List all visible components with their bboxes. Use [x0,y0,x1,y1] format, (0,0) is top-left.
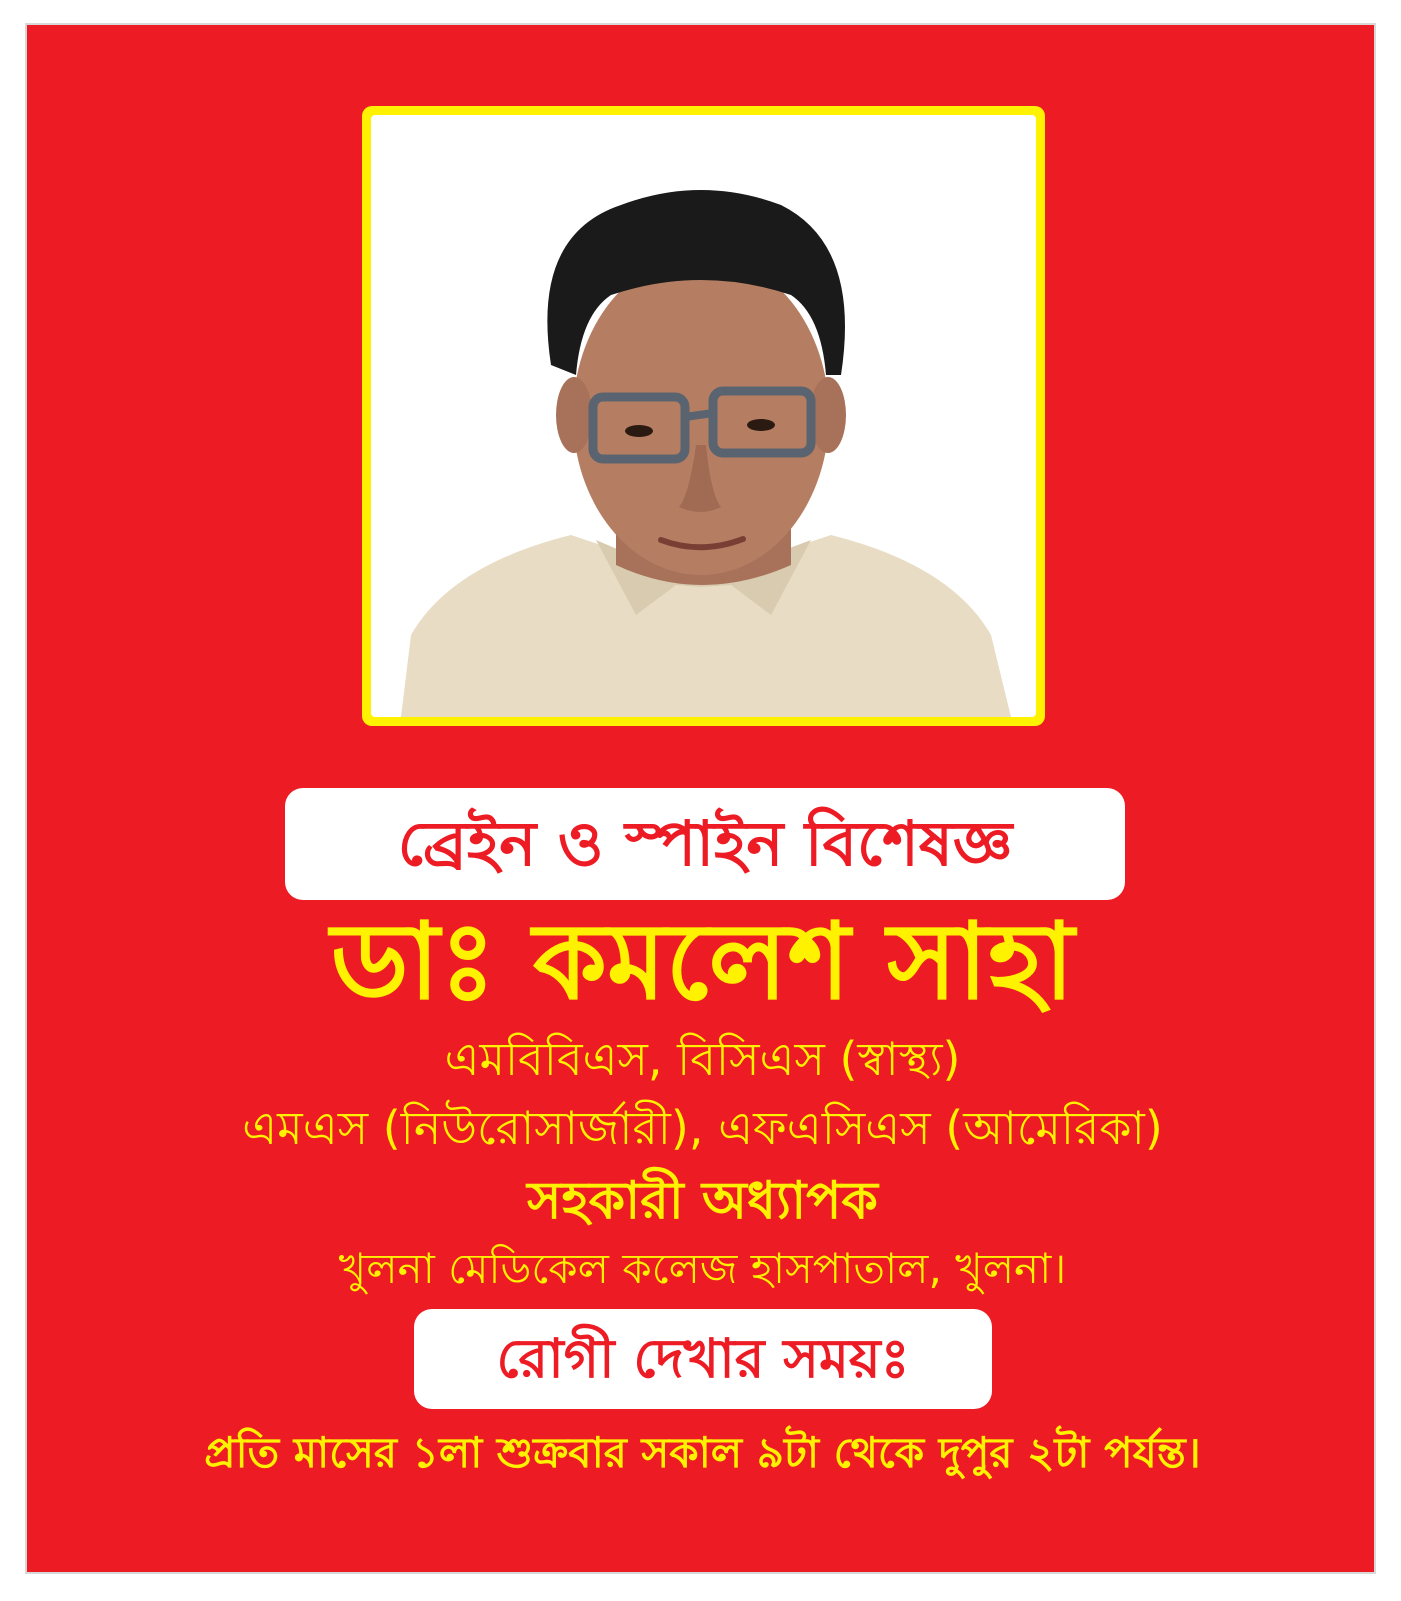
designation: সহকারী অধ্যাপক [527,1171,878,1231]
schedule-text: প্রতি মাসের ১লা শুক্রবার সকাল ৯টা থেকে দুপুর ২টা পর্যন্ত। [204,1428,1201,1477]
doctor-name: ডাঃ কমলেশ সাহা [330,900,1075,1023]
poster [25,23,1376,1574]
visiting-time-badge: রোগী দেখার সময়ঃ [414,1309,992,1409]
doctor-photo [371,115,1036,717]
degrees-line-2: এমএস (নিউরোসার্জারী), এফএসিএস (আমেরিকা) [242,1101,1163,1155]
doctor-portrait-illustration [371,115,1036,717]
photo-frame [362,106,1045,726]
specialty-badge: ব্রেইন ও স্পাইন বিশেষজ্ঞ [285,788,1125,900]
degrees-line-1: এমবিবিএস, বিসিএস (স্বাস্থ্য) [444,1032,961,1086]
institution: খুলনা মেডিকেল কলেজ হাসপাতাল, খুলনা। [338,1244,1067,1293]
